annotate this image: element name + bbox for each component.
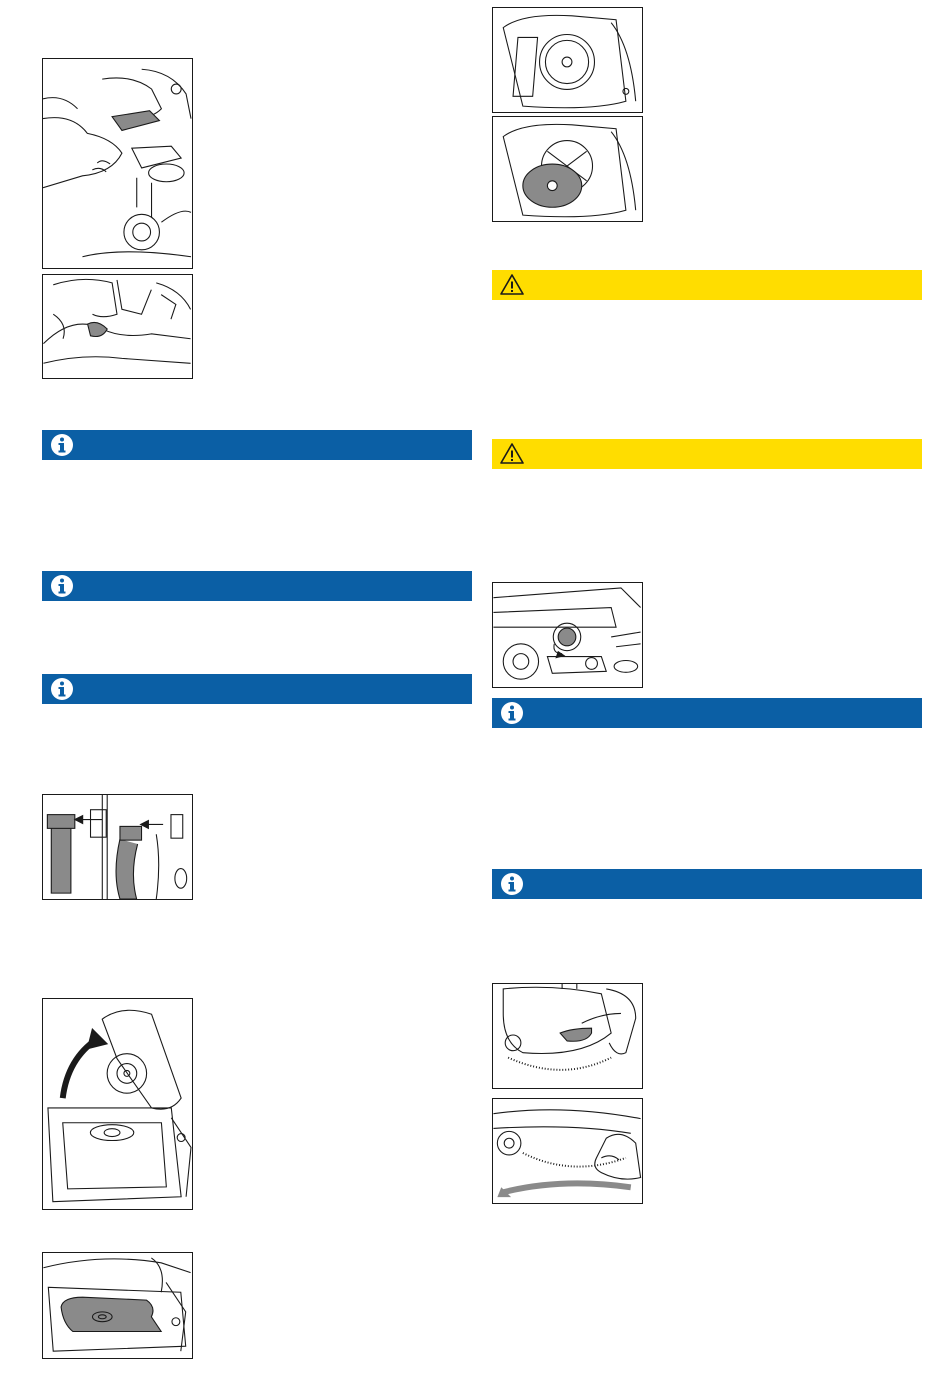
warning-notice-bar <box>492 439 922 469</box>
warning-notice-bar <box>492 270 922 300</box>
info-icon <box>50 433 74 457</box>
info-notice-bar <box>492 869 922 899</box>
hose-connectors-illustration <box>42 794 193 900</box>
info-icon <box>500 872 524 896</box>
brush-release-illustration <box>492 983 643 1089</box>
filter-cover-illustration <box>492 7 643 113</box>
info-notice-bar <box>492 698 922 728</box>
filter-removed-illustration <box>492 116 643 222</box>
pedal-release-illustration <box>42 58 193 269</box>
info-notice-bar <box>42 571 472 601</box>
hose-clamp-illustration <box>42 274 193 379</box>
info-icon <box>50 677 74 701</box>
tank-float-illustration <box>42 1252 193 1359</box>
brush-rotate-illustration <box>492 1098 643 1204</box>
tank-lid-open-illustration <box>42 998 193 1210</box>
info-icon <box>50 574 74 598</box>
info-notice-bar <box>42 430 472 460</box>
info-icon <box>500 701 524 725</box>
wheel-knob-illustration <box>492 582 643 688</box>
info-notice-bar <box>42 674 472 704</box>
warning-triangle-icon <box>500 442 524 466</box>
warning-triangle-icon <box>500 273 524 297</box>
